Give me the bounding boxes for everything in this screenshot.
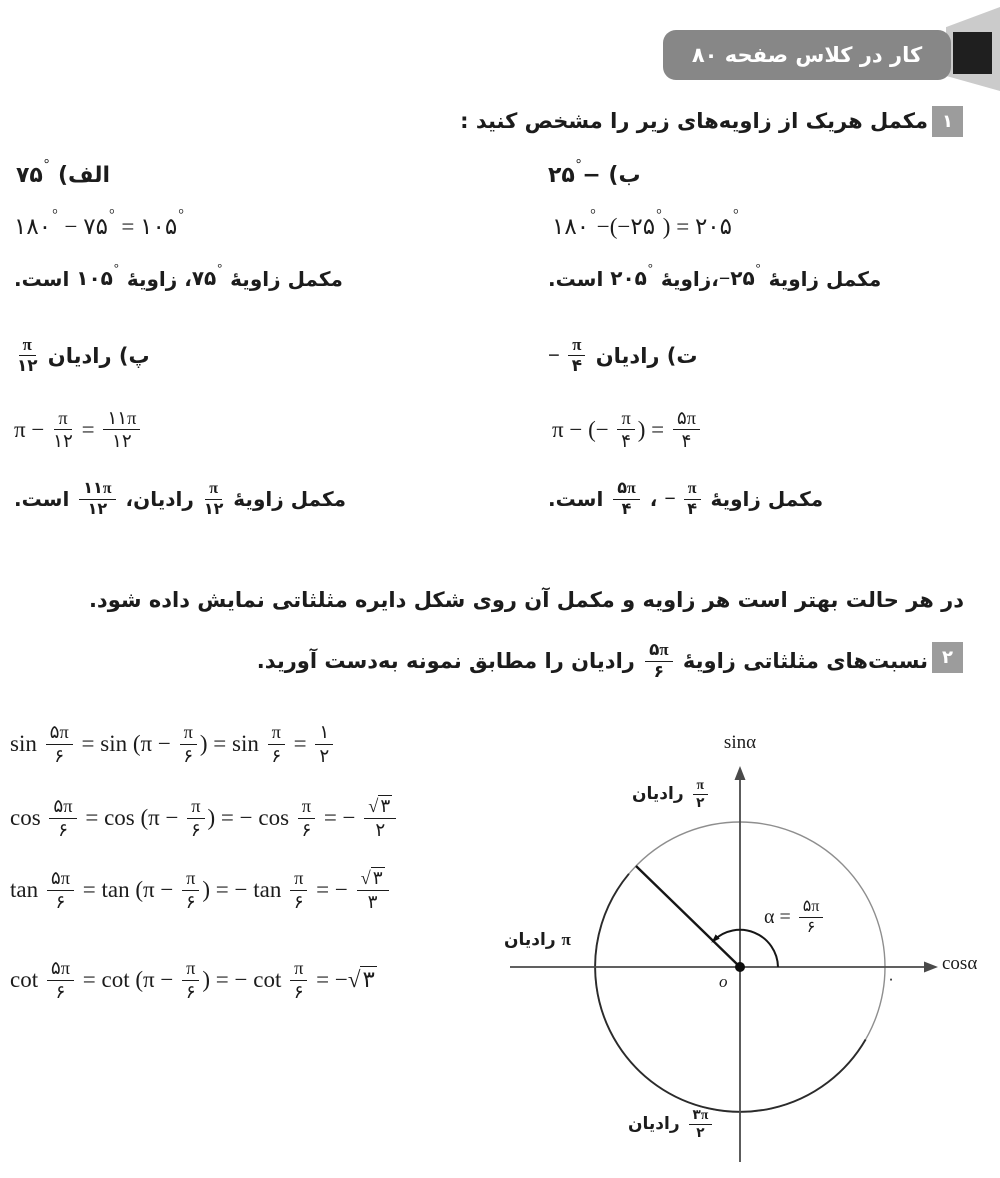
part-alef-equation: ۱۸۰° − ۷۵° = ۱۰۵° — [14, 206, 184, 239]
part-pe-label: پ) رادیان π ۱۲ — [17, 335, 150, 376]
tan-equation-line: tan ۵π ۶ = tan (π − π ۶ ) = − tan π ۶ = − √ ۳ ۳ — [10, 858, 392, 922]
part-alef-label: ۷۵° (الف — [16, 155, 111, 188]
part-be-equation: ۱۸۰° −(− ۲۵° ) = ۲۰۵° — [552, 206, 739, 239]
unit-circle-svg — [498, 732, 1000, 1178]
note-line: در هر حالت بهتر است هر زاویه و مکمل آن روی شکل دایره مثلثاتی نمایش داده شود. — [88, 588, 964, 612]
x-axis-arrow-icon — [924, 962, 938, 973]
terminal-side-line — [636, 866, 740, 967]
pi-radian-label: π رادیان — [504, 930, 571, 950]
banner-title: کار در کلاس صفحه ۸۰ — [691, 43, 923, 67]
q2-prompt: نسبت‌های مثلثاتی زاویهٔ ۵π ۶ رادیان را مطابق نمونه به‌دست آورید. — [256, 640, 928, 681]
q1-number: ۱ — [942, 111, 953, 132]
part-te-label: ت) رادیان − π ۴ — [548, 335, 698, 376]
part-alef-conclusion: مکمل زاویهٔ ۷۵° ، زاویهٔ ۱۰۵° است. — [14, 260, 343, 291]
half-pi-radian-label: π ۲ رادیان — [632, 778, 711, 811]
part-be-conclusion: مکمل زاویهٔ −۲۵° ،زاویهٔ ۲۰۵° است. — [548, 260, 882, 291]
y-axis-arrow-icon — [735, 766, 746, 780]
sin-equation-line: sin ۵π ۶ = sin (π − π ۶ ) = sin π ۶ = ۱ ۲ — [10, 712, 336, 776]
part-be-label: ۲۵° − (ب — [548, 155, 641, 188]
q2-number: ۲ — [942, 647, 953, 668]
q1-number-badge — [932, 106, 963, 137]
black-square-icon — [953, 32, 992, 74]
origin-dot — [735, 962, 745, 972]
part-te-equation: π − (− π ۴ ) = ۵π ۴ — [552, 408, 703, 451]
unit-circle-diagram — [498, 732, 1000, 1178]
part-pe-equation: π − π ۱۲ = ۱۱π ۱۲ — [14, 408, 143, 451]
origin-label: o — [719, 972, 728, 991]
part-pe-conclusion: مکمل زاویهٔ π ۱۲ رادیان، ۱۱π ۱۲ است. — [14, 480, 346, 518]
part-te-conclusion: مکمل زاویهٔ − π ۴ ، ۵π ۴ است. — [548, 480, 824, 518]
angle-value-label: α = ۵π ۶ — [764, 898, 826, 936]
q1-prompt: مکمل هریک از زاویه‌های زیر را مشخص کنید : — [460, 109, 928, 133]
zero-radian-label: ۰ — [887, 970, 896, 988]
three-half-pi-radian-label: ۳π ۲ رادیان — [628, 1108, 715, 1141]
class-work-banner — [663, 30, 951, 80]
sin-axis-label: sinα — [723, 732, 757, 753]
cot-equation-line: cot ۵π ۶ = cot (π − π ۶ ) = − cot π ۶ = − √۳ — [10, 958, 375, 1002]
q2-number-badge — [932, 642, 963, 673]
cos-equation-line: cos ۵π ۶ = cos (π − π ۶ ) = − cos π ۶ = − √ ۳ ۲ — [10, 786, 399, 850]
cos-axis-label: cosα — [942, 953, 978, 974]
